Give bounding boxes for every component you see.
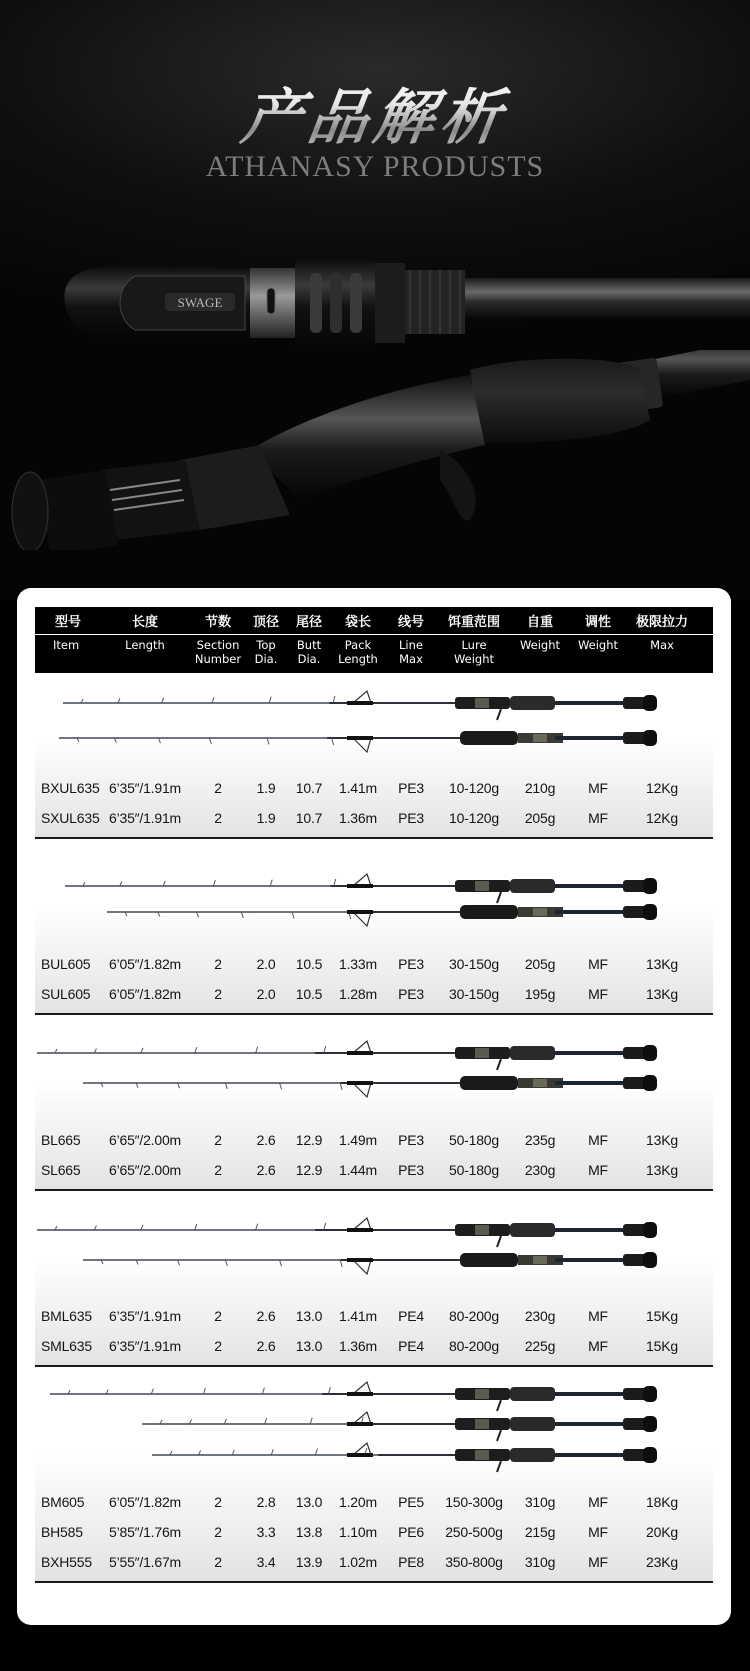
cell-length: 6’65″/2.00m (108, 1162, 182, 1178)
cell-top-dia: 3.3 (256, 1524, 276, 1540)
rod-illustration-icon (35, 839, 713, 949)
cell-line-max: PE4 (398, 1308, 424, 1324)
header-max-drag-cn: 极限拉力 (635, 615, 688, 630)
cell-butt-dia: 13.0 (295, 1308, 323, 1324)
cell-rod-weight: 230g (524, 1308, 556, 1324)
header-section-cn: 节数 (204, 615, 231, 630)
hero-subtitle: ATHANASY PRODUSTS (205, 150, 545, 183)
cell-section-number: 2 (214, 1494, 222, 1510)
cell-butt-dia: 10.5 (295, 986, 323, 1002)
rod-illustration-icon (35, 1191, 713, 1301)
header-label: Max (650, 638, 674, 652)
cell-length: 6’65″/2.00m (108, 1132, 182, 1148)
cell-pack-length: 1.41m (339, 1308, 377, 1324)
cell-section-number: 2 (214, 1524, 222, 1540)
cell-action: MF (588, 1132, 608, 1148)
hero-title: 产品解析 (0, 70, 750, 156)
cell-length: 6’05″/1.82m (108, 956, 182, 972)
cell-line-max: PE3 (398, 956, 424, 972)
cell-action: MF (588, 956, 608, 972)
spec-table (35, 607, 713, 1583)
header-row-chinese (35, 607, 713, 635)
table-row (35, 1517, 713, 1547)
cell-item: BL665 (41, 1132, 81, 1148)
rod-image (35, 673, 713, 773)
cell-length: 6’05″/1.82m (108, 986, 182, 1002)
cell-line-max: PE5 (398, 1494, 424, 1510)
header-label: Line (399, 638, 423, 652)
cell-lure-weight: 10-120g (449, 780, 499, 796)
cell-lure-weight: 10-120g (449, 810, 499, 826)
cell-rod-weight: 195g (524, 986, 556, 1002)
cell-action: MF (588, 1162, 608, 1178)
cell-top-dia: 1.9 (256, 810, 276, 826)
cell-line-max: PE3 (398, 1162, 424, 1178)
cell-max-drag: 15Kg (646, 1308, 678, 1324)
cell-item: BM605 (41, 1494, 85, 1510)
rod-image (35, 1367, 713, 1487)
header-label: Butt (296, 638, 322, 652)
cell-pack-length: 1.33m (339, 956, 377, 972)
cell-top-dia: 2.6 (256, 1308, 276, 1324)
cell-butt-dia: 10.7 (295, 810, 323, 826)
cell-butt-dia: 13.0 (295, 1338, 323, 1354)
cell-rod-weight: 230g (524, 1162, 556, 1178)
cell-item: BXUL635 (41, 780, 100, 796)
header-label: Pack (344, 638, 372, 652)
header-label: Length (125, 638, 165, 652)
header-length-cn: 长度 (131, 615, 158, 630)
cell-pack-length: 1.10m (339, 1524, 377, 1540)
cell-item: BXH555 (41, 1554, 92, 1570)
header-label: Top (256, 638, 276, 652)
cell-line-max: PE3 (398, 810, 424, 826)
spec-group (35, 1191, 713, 1367)
table-row (35, 1547, 713, 1577)
cell-top-dia: 2.6 (256, 1132, 276, 1148)
rod-image (35, 1015, 713, 1125)
cell-length: 6’35″/1.91m (108, 1308, 182, 1324)
rod-illustration-icon (35, 673, 713, 773)
cell-line-max: PE6 (398, 1524, 424, 1540)
cell-action: MF (588, 1494, 608, 1510)
header-label: Item (53, 638, 80, 652)
header-item-en (35, 638, 99, 652)
cell-action: MF (588, 986, 608, 1002)
cell-section-number: 2 (214, 1132, 222, 1148)
header-butt-dia-cn: 尾径 (295, 615, 322, 630)
header-item-cn: 型号 (55, 615, 82, 630)
cell-section-number: 2 (214, 1162, 222, 1178)
spec-group (35, 673, 713, 839)
cell-lure-weight: 150-300g (445, 1494, 503, 1510)
cell-max-drag: 13Kg (646, 1132, 678, 1148)
cell-butt-dia: 12.9 (295, 1132, 323, 1148)
cell-rod-weight: 235g (524, 1132, 556, 1148)
header-line-cn: 线号 (397, 615, 424, 630)
cell-top-dia: 2.0 (256, 986, 276, 1002)
cell-butt-dia: 13.9 (295, 1554, 323, 1570)
cell-line-max: PE3 (398, 1132, 424, 1148)
table-row (35, 979, 713, 1009)
cell-pack-length: 1.36m (339, 810, 377, 826)
spec-group (35, 839, 713, 1015)
cell-max-drag: 13Kg (646, 986, 678, 1002)
spinning-handle-image (60, 258, 750, 348)
rod-image (35, 1191, 713, 1301)
cell-rod-weight: 205g (524, 810, 556, 826)
cell-butt-dia: 10.5 (295, 956, 323, 972)
header-label: Lure (461, 638, 487, 652)
cell-action: MF (588, 810, 608, 826)
header-weight-cn: 自重 (526, 615, 553, 630)
cell-lure-weight: 30-150g (449, 956, 499, 972)
spec-group (35, 1367, 713, 1583)
cell-lure-weight: 250-500g (445, 1524, 503, 1540)
cell-butt-dia: 13.8 (295, 1524, 323, 1540)
cell-top-dia: 2.6 (256, 1338, 276, 1354)
cell-max-drag: 12Kg (646, 810, 678, 826)
cell-length: 6’35″/1.91m (108, 810, 182, 826)
cell-length: 6’35″/1.91m (108, 1338, 182, 1354)
header-label: Weight (453, 652, 495, 666)
cell-item: BML635 (41, 1308, 92, 1324)
header-pack-length-en (331, 638, 385, 666)
rod-illustration-icon (35, 1015, 713, 1125)
cell-top-dia: 2.8 (256, 1494, 276, 1510)
cell-lure-weight: 80-200g (449, 1338, 499, 1354)
cell-lure-weight: 80-200g (449, 1308, 499, 1324)
cell-lure-weight: 350-800g (445, 1554, 503, 1570)
cell-pack-length: 1.36m (339, 1338, 377, 1354)
cell-item: SML635 (41, 1338, 92, 1354)
cell-butt-dia: 12.9 (295, 1162, 323, 1178)
header-section-en (191, 638, 245, 666)
cell-pack-length: 1.02m (339, 1554, 377, 1570)
hero-banner (0, 0, 750, 600)
cell-top-dia: 2.0 (256, 956, 276, 972)
header-lure-weight-cn: 饵重范围 (447, 615, 500, 630)
cell-action: MF (588, 780, 608, 796)
cell-item: SXUL635 (41, 810, 100, 826)
cell-max-drag: 13Kg (646, 1162, 678, 1178)
cell-length: 6’05″/1.82m (108, 1494, 182, 1510)
header-label: Number (194, 652, 242, 666)
cell-max-drag: 20Kg (646, 1524, 678, 1540)
table-row (35, 1487, 713, 1517)
cell-lure-weight: 50-180g (449, 1132, 499, 1148)
cell-item: SL665 (41, 1162, 81, 1178)
header-lure-weight-en (437, 638, 511, 666)
cell-action: MF (588, 1554, 608, 1570)
table-row (35, 773, 713, 803)
cell-top-dia: 3.4 (256, 1554, 276, 1570)
cell-rod-weight: 210g (524, 780, 556, 796)
cell-butt-dia: 13.0 (295, 1494, 323, 1510)
casting-handle-image (0, 350, 750, 550)
cell-pack-length: 1.20m (339, 1494, 377, 1510)
cell-line-max: PE8 (398, 1554, 424, 1570)
cell-max-drag: 15Kg (646, 1338, 678, 1354)
header-top-dia-en (245, 638, 287, 666)
cell-section-number: 2 (214, 810, 222, 826)
header-weight-en (511, 638, 569, 652)
cell-max-drag: 23Kg (646, 1554, 678, 1570)
cell-length: 5’85″/1.76m (108, 1524, 182, 1540)
cell-max-drag: 13Kg (646, 956, 678, 972)
cell-section-number: 2 (214, 1554, 222, 1570)
cell-section-number: 2 (214, 956, 222, 972)
header-label: Length (338, 652, 378, 666)
header-action-en (569, 638, 627, 652)
header-top-dia-cn: 顶径 (252, 615, 279, 630)
cell-line-max: PE4 (398, 1338, 424, 1354)
cell-length: 5’55″/1.67m (108, 1554, 182, 1570)
cell-section-number: 2 (214, 1338, 222, 1354)
cell-lure-weight: 50-180g (449, 1162, 499, 1178)
cell-item: BUL605 (41, 956, 91, 972)
header-butt-dia-en (287, 638, 331, 666)
cell-rod-weight: 310g (524, 1554, 556, 1570)
cell-pack-length: 1.41m (339, 780, 377, 796)
rod-illustration-icon (35, 1367, 713, 1487)
cell-max-drag: 12Kg (646, 780, 678, 796)
header-label: Section (196, 638, 240, 652)
brand-label: SWAGE (177, 295, 223, 310)
table-row (35, 1331, 713, 1361)
cell-section-number: 2 (214, 780, 222, 796)
cell-pack-length: 1.44m (339, 1162, 377, 1178)
table-row (35, 803, 713, 833)
cell-rod-weight: 310g (524, 1494, 556, 1510)
table-row (35, 1125, 713, 1155)
cell-rod-weight: 215g (524, 1524, 556, 1540)
cell-butt-dia: 10.7 (295, 780, 323, 796)
cell-max-drag: 18Kg (646, 1494, 678, 1510)
header-line-en (385, 638, 437, 666)
spec-groups (35, 673, 713, 1583)
spec-group (35, 1015, 713, 1191)
header-max-drag-en (627, 638, 697, 652)
cell-line-max: PE3 (398, 780, 424, 796)
cell-lure-weight: 30-150g (449, 986, 499, 1002)
cell-line-max: PE3 (398, 986, 424, 1002)
cell-section-number: 2 (214, 986, 222, 1002)
cell-item: BH585 (41, 1524, 83, 1540)
cell-top-dia: 1.9 (256, 780, 276, 796)
table-row (35, 949, 713, 979)
cell-item: SUL605 (41, 986, 91, 1002)
table-header (35, 607, 713, 673)
header-action-cn: 调性 (584, 615, 611, 630)
cell-action: MF (588, 1308, 608, 1324)
header-length-en (99, 638, 191, 652)
cell-action: MF (588, 1338, 608, 1354)
header-label: Dia. (254, 652, 278, 666)
header-label: Dia. (297, 652, 321, 666)
header-pack-length-cn: 袋长 (344, 615, 371, 630)
header-label: Weight (519, 638, 561, 652)
cell-pack-length: 1.28m (339, 986, 377, 1002)
header-row-english (35, 635, 713, 673)
cell-length: 6’35″/1.91m (108, 780, 182, 796)
header-label: Weight (577, 638, 619, 652)
cell-action: MF (588, 1524, 608, 1540)
cell-top-dia: 2.6 (256, 1162, 276, 1178)
cell-rod-weight: 225g (524, 1338, 556, 1354)
cell-pack-length: 1.49m (339, 1132, 377, 1148)
table-row (35, 1155, 713, 1185)
header-label: Max (399, 652, 423, 666)
cell-section-number: 2 (214, 1308, 222, 1324)
table-row (35, 1301, 713, 1331)
rod-image (35, 839, 713, 949)
cell-rod-weight: 205g (524, 956, 556, 972)
